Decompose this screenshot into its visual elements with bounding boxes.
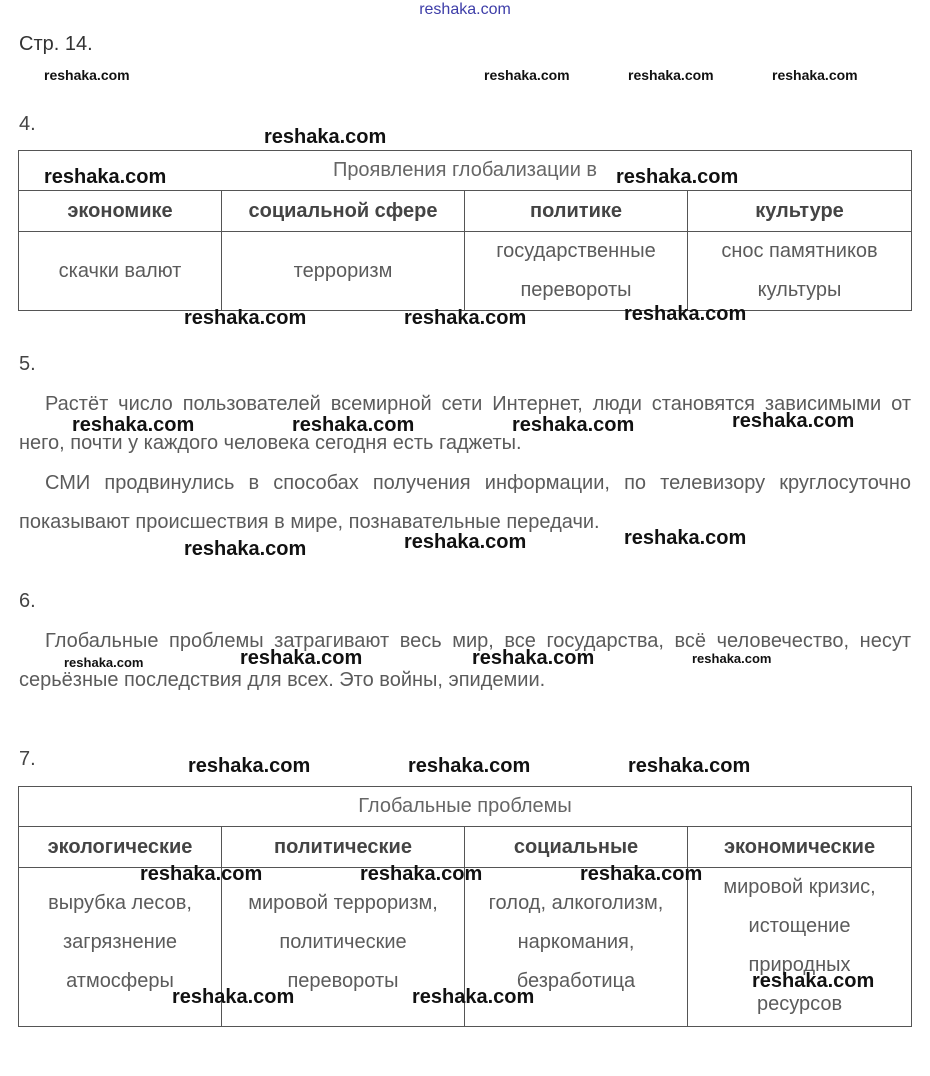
watermark: reshaka.com bbox=[732, 410, 855, 432]
question-6-number: 6. bbox=[19, 590, 36, 612]
question-7-number: 7. bbox=[19, 748, 36, 770]
watermark: reshaka.com bbox=[44, 67, 130, 83]
table-cell: мировой кризис, истощение природных ресурсов bbox=[688, 868, 912, 1027]
column-header: экономике bbox=[19, 191, 222, 232]
watermark: reshaka.com bbox=[64, 655, 144, 670]
table-cell: государственные перевороты bbox=[465, 232, 688, 311]
watermark: reshaka.com bbox=[184, 307, 307, 329]
table-title: Проявления глобализации в bbox=[19, 151, 912, 191]
question-5-number: 5. bbox=[19, 353, 36, 375]
table-cell: снос памятников культуры bbox=[688, 232, 912, 311]
watermark: reshaka.com bbox=[184, 538, 307, 560]
question-4-number: 4. bbox=[19, 113, 36, 135]
watermark: reshaka.com bbox=[408, 755, 531, 777]
watermark: reshaka.com bbox=[264, 126, 387, 148]
watermark: reshaka.com bbox=[412, 986, 535, 1008]
watermark: reshaka.com bbox=[772, 67, 858, 83]
watermark: reshaka.com bbox=[628, 67, 714, 83]
site-header-watermark: reshaka.com bbox=[419, 1, 511, 18]
watermark: reshaka.com bbox=[472, 647, 595, 669]
answer-paragraph: СМИ продвинулись в способах получения информации, по телевизору круглосуточно показывают происшествия в мире, познавательные передачи. bbox=[19, 472, 911, 533]
watermark: reshaka.com bbox=[692, 651, 772, 666]
watermark: reshaka.com bbox=[512, 414, 635, 436]
watermark: reshaka.com bbox=[360, 863, 483, 885]
answer-paragraph: Растёт число пользователей всемирной сети Интернет, люди становятся зависимыми от него, почти у каждого человека сегодня есть гаджеты. bbox=[19, 393, 911, 454]
column-header: культуре bbox=[688, 191, 912, 232]
watermark: reshaka.com bbox=[44, 166, 167, 188]
answer-paragraph: Глобальные проблемы затрагивают весь мир, все государства, всё человечество, несут серьёзные последствия для всех. Это войны, эпидемии. bbox=[19, 630, 911, 691]
table-title: Глобальные проблемы bbox=[19, 787, 912, 827]
watermark: reshaka.com bbox=[580, 863, 703, 885]
column-header: экономические bbox=[688, 827, 912, 868]
column-header: социальной сфере bbox=[222, 191, 465, 232]
column-header: политические bbox=[222, 827, 465, 868]
watermark: reshaka.com bbox=[292, 414, 415, 436]
column-header: экологические bbox=[19, 827, 222, 868]
column-header: политике bbox=[465, 191, 688, 232]
watermark: reshaka.com bbox=[616, 166, 739, 188]
watermark: reshaka.com bbox=[172, 986, 295, 1008]
watermark: reshaka.com bbox=[624, 527, 747, 549]
table-cell: вырубка лесов, загрязнение атмосферы bbox=[19, 868, 222, 1027]
column-header: социальные bbox=[465, 827, 688, 868]
watermark: reshaka.com bbox=[404, 531, 527, 553]
page-label: Стр. 14. bbox=[19, 33, 93, 55]
watermark: reshaka.com bbox=[188, 755, 311, 777]
watermark: reshaka.com bbox=[752, 970, 875, 992]
watermark: reshaka.com bbox=[404, 307, 527, 329]
watermark: reshaka.com bbox=[624, 303, 747, 325]
watermark: reshaka.com bbox=[484, 67, 570, 83]
table-cell: скачки валют bbox=[19, 232, 222, 311]
table-cell: голод, алкоголизм, наркомания, безработица bbox=[465, 868, 688, 1027]
table-cell: терроризм bbox=[222, 232, 465, 311]
watermark: reshaka.com bbox=[628, 755, 751, 777]
watermark: reshaka.com bbox=[72, 414, 195, 436]
crop-mask bbox=[0, 1027, 130, 1076]
watermark: reshaka.com bbox=[240, 647, 363, 669]
watermark: reshaka.com bbox=[140, 863, 263, 885]
table-cell: мировой терроризм, политические перевороты bbox=[222, 868, 465, 1027]
